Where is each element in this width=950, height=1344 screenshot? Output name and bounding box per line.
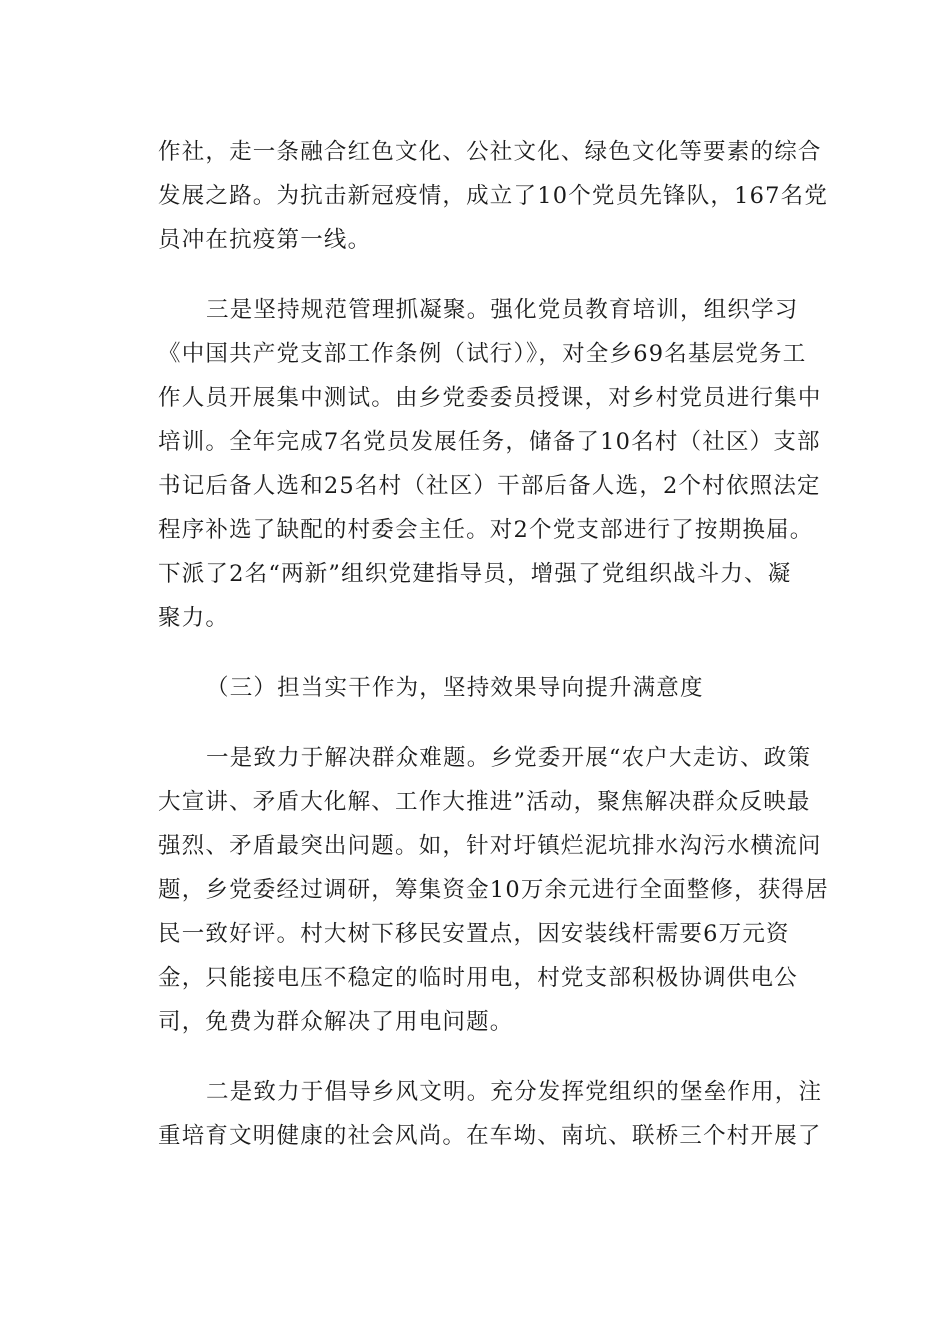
- text-line: 员冲在抗疫第一线。: [158, 227, 372, 253]
- text-line: 司，免费为群众解决了用电问题。: [158, 1009, 514, 1035]
- text-line: 二是致力于倡导乡风文明。充分发挥党组织的堡垒作用，注: [206, 1079, 823, 1105]
- text-line: 一是致力于解决群众难题。乡党委开展“农户大走访、政策: [206, 745, 812, 771]
- text-line: 聚力。: [158, 605, 230, 631]
- text-line: 下派了2名“两新”组织党建指导员，增强了党组织战斗力、凝: [158, 561, 792, 587]
- text-line: 培训。全年完成7名党员发展任务，储备了10名村（社区）支部: [158, 429, 821, 455]
- text-line: 书记后备人选和25名村（社区）干部后备人选，2个村依照法定: [158, 473, 821, 499]
- text-line: 强烈、矛盾最突出问题。如，针对圩镇烂泥坑排水沟污水横流问: [158, 833, 822, 859]
- text-line: 金，只能接电压不稳定的临时用电，村党支部积极协调供电公: [158, 965, 798, 991]
- text-line: 作人员开展集中测试。由乡党委委员授课，对乡村党员进行集中: [158, 385, 822, 411]
- text-line: 题，乡党委经过调研，筹集资金10万余元进行全面整修，获得居: [158, 877, 829, 903]
- section-heading: [158, 666, 798, 710]
- text-line: 大宣讲、矛盾大化解、工作大推进”活动，聚焦解决群众反映最: [158, 789, 811, 815]
- paragraph-civilized-customs: [158, 1070, 823, 1158]
- text-line: 《中国共产党支部工作条例（试行）》，对全乡69名基层党务工: [158, 341, 807, 367]
- text-line: 作社，走一条融合红色文化、公社文化、绿色文化等要素的综合: [158, 139, 822, 165]
- text-line: 发展之路。为抗击新冠疫情，成立了10个党员先锋队，167名党: [158, 183, 829, 209]
- paragraph-solve-difficulties: [158, 736, 829, 1044]
- document-body: [158, 130, 829, 1158]
- text-line: 重培育文明健康的社会风尚。在车坳、南坑、联桥三个村开展了: [158, 1123, 822, 1149]
- text-line: 程序补选了缺配的村委会主任。对2个党支部进行了按期换届。: [158, 517, 814, 543]
- text-line: 民一致好评。村大树下移民安置点，因安装线杆需要6万元资: [158, 921, 790, 947]
- section-heading-text: （三）担当实干作为，坚持效果导向提升满意度: [206, 675, 704, 701]
- text-line: 三是坚持规范管理抓凝聚。强化党员教育培训，组织学习: [206, 297, 799, 323]
- paragraph-standardized-management: [158, 288, 822, 640]
- paragraph-cooperative-development: [158, 130, 829, 262]
